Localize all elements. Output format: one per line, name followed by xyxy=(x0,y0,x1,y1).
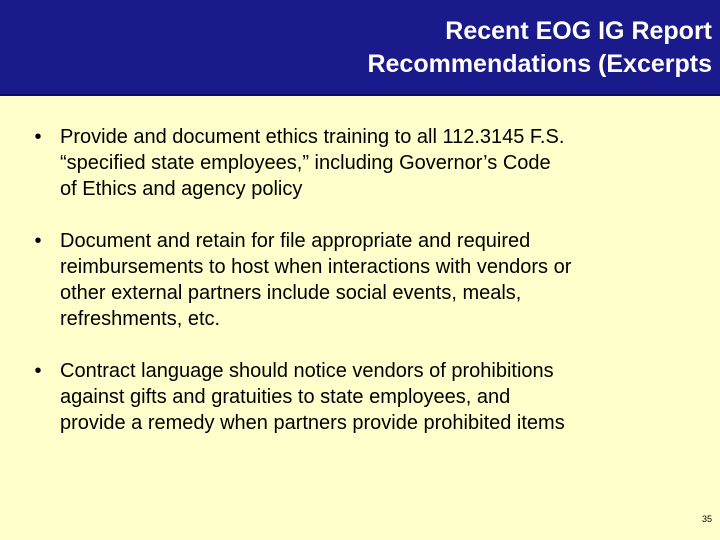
bullet-line: of Ethics and agency policy xyxy=(60,178,303,200)
bullet-line: Contract language should notice vendors of prohibitions xyxy=(60,360,554,382)
bullet-item xyxy=(28,124,688,202)
bullet-icon: • xyxy=(34,360,42,382)
slide-title-line-2: Recommendations (Excerpts xyxy=(367,50,712,78)
bullet-line: reimbursements to host when interactions with vendors or xyxy=(60,256,572,278)
bullet-item xyxy=(28,358,688,436)
bullet-line: “specified state employees,” including Governor’s Code xyxy=(60,152,551,174)
bullet-line: against gifts and gratuities to state employees, and xyxy=(60,386,511,408)
bullet-line: other external partners include social events, meals, xyxy=(60,282,522,304)
slide-title-line-1: Recent EOG IG Report xyxy=(445,17,712,45)
bullet-line: provide a remedy when partners provide prohibited items xyxy=(60,412,565,434)
bullet-icon: • xyxy=(34,126,42,148)
bullet-line: Document and retain for file appropriate and required xyxy=(60,230,531,252)
title-bar xyxy=(0,0,720,96)
bullet-line: refreshments, etc. xyxy=(60,308,221,330)
bullet-line: Provide and document ethics training to all 112.3145 F.S. xyxy=(60,126,565,148)
slide-title xyxy=(367,15,712,81)
bullet-icon: • xyxy=(34,230,42,252)
page-number: 35 xyxy=(701,514,712,524)
bullet-item xyxy=(28,228,688,332)
bullet-list xyxy=(28,124,688,436)
